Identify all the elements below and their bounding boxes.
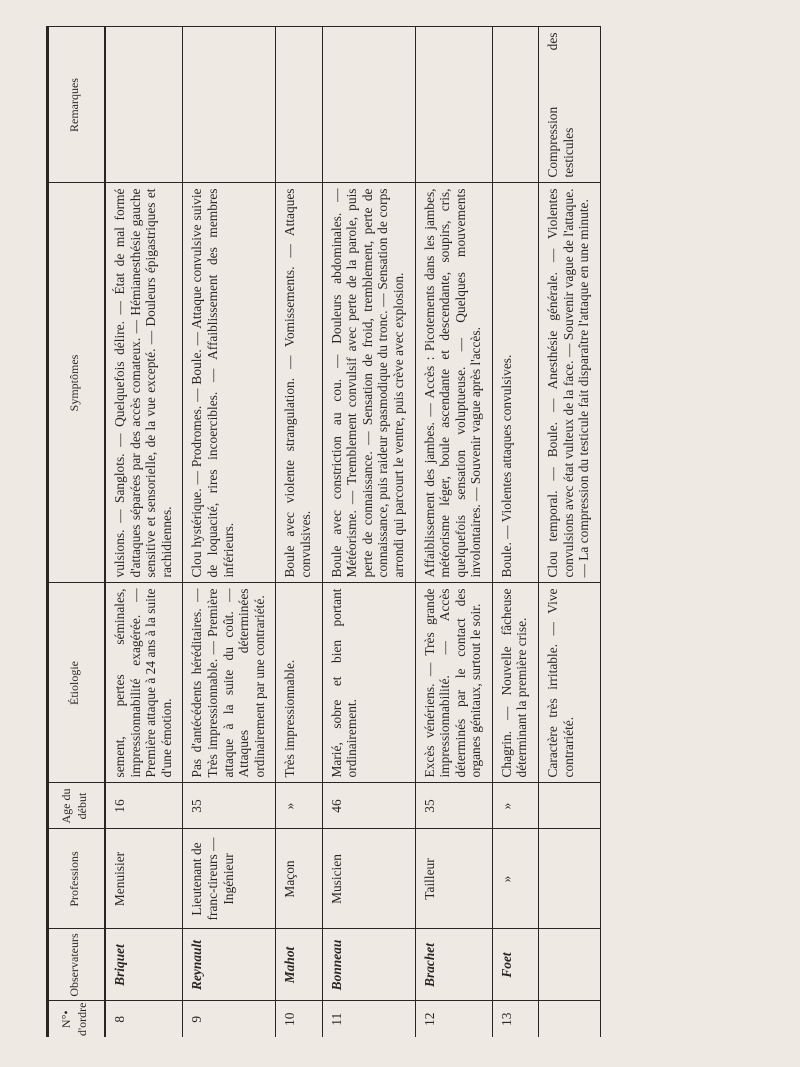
row-observer: Briquet bbox=[105, 929, 183, 1001]
row-profession: Tailleur bbox=[415, 829, 492, 929]
row-remarks bbox=[492, 27, 538, 183]
table-row bbox=[492, 27, 538, 1037]
row-observer: Bonneau bbox=[322, 929, 415, 1001]
row-remarks bbox=[322, 27, 415, 183]
row-num: 9 bbox=[183, 1001, 276, 1037]
header-professions: Professions bbox=[46, 829, 105, 929]
row-profession: Musicien bbox=[322, 829, 415, 929]
table-row bbox=[276, 27, 322, 1037]
row-etiology: Chagrin. — Nouvelle fâcheuse déterminant la première crise. bbox=[492, 583, 538, 783]
row-num bbox=[539, 1001, 601, 1037]
row-etiology: Marié, sobre et bien portant ordinairement. bbox=[322, 583, 415, 783]
row-symptoms: vulsions. — Sanglots. — Quelquefois délire. — État de mal formé d'attaques séparées par des accès comateux. — Hémianesthésie gauche sensitive et sensorielle, de la vue excepté. — Douleurs épigastriques et rachidiennes. bbox=[105, 183, 183, 583]
row-symptoms: Affaiblissement des jambes. — Accès : Picotements dans les jambes, météorisme léger, boule ascendante et descendante, soupirs, cris, quelquefois sensation voluptueuse. — Quelques mouvements involontaires. — Souvenir vague après l'accès. bbox=[415, 183, 492, 583]
row-num: 13 bbox=[492, 1001, 538, 1037]
row-etiology: sement, pertes séminales, impressionnabilité exagérée. — Première attaque à 24 ans à la suite d'une émotion. bbox=[105, 583, 183, 783]
row-num: 8 bbox=[105, 1001, 183, 1037]
row-remarks bbox=[276, 27, 322, 183]
row-etiology: Excès vénériens. — Très grande impressionnabilité. — Accès déterminés par le contact des organes génitaux, surtout le soir. bbox=[415, 583, 492, 783]
row-etiology: Caractère très irritable. — Vive contrariété. bbox=[539, 583, 601, 783]
table-row bbox=[105, 27, 183, 1037]
header-remarques: Remarques bbox=[46, 27, 105, 183]
table-row bbox=[183, 27, 276, 1037]
table-row bbox=[415, 27, 492, 1037]
row-age: 46 bbox=[322, 783, 415, 829]
row-age: 16 bbox=[105, 783, 183, 829]
row-remarks bbox=[415, 27, 492, 183]
row-symptoms: Boule. — Violentes attaques convulsives. bbox=[492, 183, 538, 583]
row-age: 35 bbox=[415, 783, 492, 829]
row-profession: Lieutenant de franc-tireurs — Ingénieur bbox=[183, 829, 276, 929]
header-row bbox=[46, 27, 105, 1037]
header-etiologie: Étiologie bbox=[46, 583, 105, 783]
row-etiology: Pas d'antécédents héréditaires. — Très impressionnable. — Première attaque à la suite du coût. — Attaques déterminées ordinairement par une contrariété. bbox=[183, 583, 276, 783]
row-observer: Mahot bbox=[276, 929, 322, 1001]
row-observer bbox=[539, 929, 601, 1001]
row-symptoms: Boule avec constriction au cou. — Douleurs abdominales. — Météorisme. — Tremblement convulsif avec perte de la parole, puis perte de connaissance. — Sensation de froid, tremblement, perte de connaissance, puis raideur spasmodique du tronc. — Sensation de corps arrondi qui parcourt le ventre, puis crève avec explosion. bbox=[322, 183, 415, 583]
row-symptoms: Boule avec violente strangulation. — Vomissements. — Attaques convulsives. bbox=[276, 183, 322, 583]
row-remarks bbox=[183, 27, 276, 183]
row-etiology: Très impressionnable. bbox=[276, 583, 322, 783]
row-age: » bbox=[492, 783, 538, 829]
row-age bbox=[539, 783, 601, 829]
row-observer: Reynault bbox=[183, 929, 276, 1001]
table-row bbox=[322, 27, 415, 1037]
header-num: N°• d'ordre bbox=[46, 1001, 105, 1037]
row-remarks bbox=[105, 27, 183, 183]
row-age: 35 bbox=[183, 783, 276, 829]
table-row bbox=[539, 27, 601, 1037]
header-symptomes: Symptômes bbox=[46, 183, 105, 583]
row-num: 11 bbox=[322, 1001, 415, 1037]
row-symptoms: Clou temporal. — Boule. — Anesthésie générale. — Violentes convulsions avec état vulteux de la face. — Souvenir vague de l'attaque. — La compression du testicule fait disparaître l'attaque en une minute. bbox=[539, 183, 601, 583]
row-observer: Foet bbox=[492, 929, 538, 1001]
header-age: Age du début bbox=[46, 783, 105, 829]
row-symptoms: Clou hystérique. — Prodromes. — Boule. — Attaque convulsive suivie de loquacité, rires incoercibles. — Affaiblissement des membres inférieurs. bbox=[183, 183, 276, 583]
row-profession: Maçon bbox=[276, 829, 322, 929]
row-profession bbox=[539, 829, 601, 929]
row-num: 10 bbox=[276, 1001, 322, 1037]
row-observer: Brachet bbox=[415, 929, 492, 1001]
row-num: 12 bbox=[415, 1001, 492, 1037]
row-age: » bbox=[276, 783, 322, 829]
row-profession: Menuisier bbox=[105, 829, 183, 929]
row-remarks: Compression des testicules bbox=[539, 27, 601, 183]
observations-table bbox=[46, 27, 601, 1038]
header-observateurs: Observateurs bbox=[46, 929, 105, 1001]
row-profession: » bbox=[492, 829, 538, 929]
